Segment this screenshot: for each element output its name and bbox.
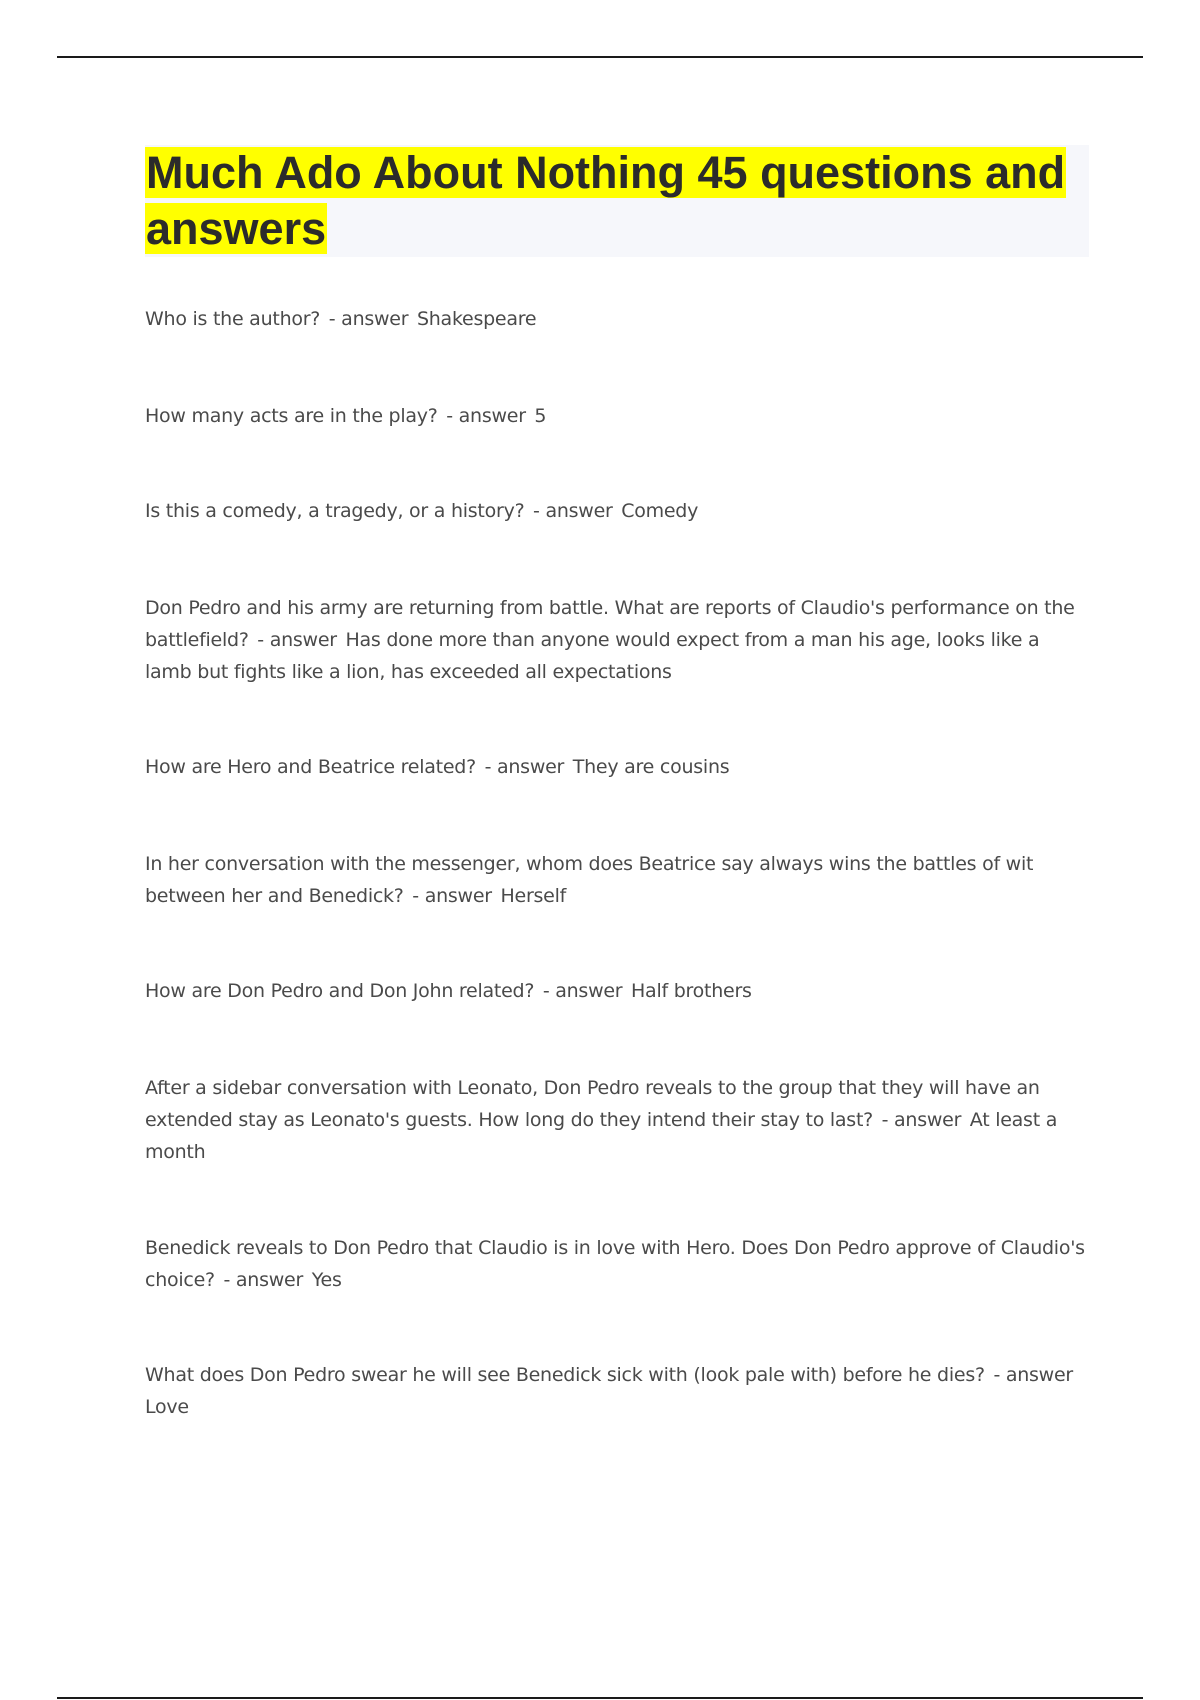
question-text: In her conversation with the messenger, whom does Beatrice say always wins the battles of wit between her and Benedick? bbox=[145, 853, 1034, 907]
question-text: How are Hero and Beatrice related? bbox=[145, 756, 476, 778]
question-text: Who is the author? bbox=[145, 308, 321, 330]
answer-text: They are cousins bbox=[572, 756, 730, 778]
question-text: Is this a comedy, a tragedy, or a history? bbox=[145, 500, 525, 522]
answer-separator: - answer bbox=[257, 629, 337, 651]
qa-item-9 bbox=[145, 1232, 1090, 1296]
answer-text: Comedy bbox=[621, 500, 699, 522]
answer-separator: - answer bbox=[533, 500, 613, 522]
answer-text: At least a month bbox=[145, 1109, 1058, 1163]
question-text: How are Don Pedro and Don John related? bbox=[145, 980, 535, 1002]
answer-separator: - answer bbox=[328, 308, 409, 330]
qa-item-6 bbox=[145, 848, 1090, 912]
answer-separator: - answer bbox=[446, 405, 526, 427]
qa-item-2 bbox=[145, 400, 1090, 432]
answer-text: Shakespeare bbox=[416, 308, 537, 330]
qa-item-7 bbox=[145, 975, 1090, 1007]
answer-separator: - answer bbox=[881, 1109, 962, 1131]
footer-rule bbox=[57, 1697, 1143, 1699]
qa-item-1 bbox=[145, 303, 1090, 335]
qa-item-4 bbox=[145, 592, 1090, 688]
question-text: Benedick reveals to Don Pedro that Claudio is in love with Hero. Does Don Pedro approve of Claudio's choice? bbox=[145, 1237, 1085, 1291]
answer-separator: - answer bbox=[993, 1364, 1073, 1386]
answer-separator: - answer bbox=[484, 756, 565, 778]
question-text: Don Pedro and his army are returning from battle. What are reports of Claudio's performance on the battlefield? bbox=[145, 597, 1075, 651]
answer-text: Half brothers bbox=[631, 980, 752, 1002]
title-highlight: Much Ado About Nothing 45 questions and answers bbox=[146, 147, 1066, 254]
answer-separator: - answer bbox=[223, 1269, 304, 1291]
qa-item-3 bbox=[145, 495, 1090, 527]
qa-item-10 bbox=[145, 1359, 1090, 1423]
answer-text: Has done more than anyone would expect from a man his age, looks like a lamb but fights like a lion, has exceeded all expectations bbox=[145, 629, 1040, 683]
question-text: How many acts are in the play? bbox=[145, 405, 438, 427]
qa-item-5 bbox=[145, 751, 1090, 783]
question-text: After a sidebar conversation with Leonato, Don Pedro reveals to the group that they will have an extended stay as Leonato's guests. How long do they intend their stay to last? bbox=[145, 1077, 1040, 1131]
answer-text: Yes bbox=[311, 1269, 342, 1291]
page-title bbox=[145, 145, 1089, 257]
answer-text: Love bbox=[145, 1396, 189, 1418]
question-text: What does Don Pedro swear he will see Benedick sick with (look pale with) before he dies? bbox=[145, 1364, 985, 1386]
answer-text: 5 bbox=[534, 405, 547, 427]
answer-text: Herself bbox=[500, 885, 567, 907]
answer-separator: - answer bbox=[412, 885, 492, 907]
header-rule bbox=[57, 56, 1143, 58]
answer-separator: - answer bbox=[542, 980, 623, 1002]
qa-item-8 bbox=[145, 1072, 1090, 1168]
